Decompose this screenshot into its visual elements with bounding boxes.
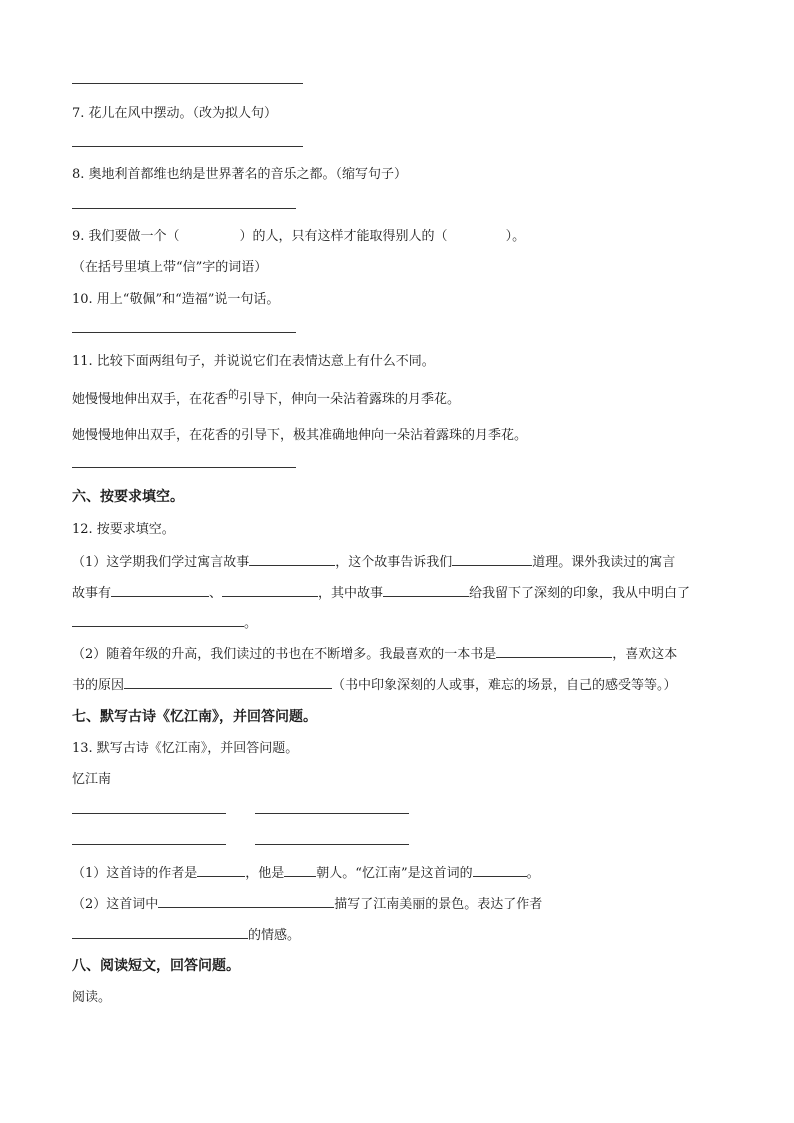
poem-line bbox=[72, 844, 226, 845]
q12-part1-line1: （1）这学期我们学过寓言故事 ，这个故事告诉我们 道理。课外我读过的寓言 bbox=[72, 551, 675, 570]
section-8-title: 八、阅读短文，回答问题。 bbox=[72, 958, 240, 974]
blank[interactable] bbox=[284, 862, 316, 877]
blank[interactable] bbox=[452, 551, 532, 566]
blank[interactable] bbox=[383, 582, 469, 597]
question-12: 12. 按要求填空。 bbox=[72, 522, 175, 537]
q9-text-2: ）的人，只有这样才能取得别人的（ bbox=[239, 229, 448, 244]
answer-line bbox=[72, 467, 296, 468]
question-9 bbox=[72, 225, 525, 244]
sentence-2: 她慢慢地伸出双手，在花香的引导下，极其准确地伸向一朵沾着露珠的月季花。 bbox=[72, 428, 528, 443]
answer-line bbox=[72, 83, 303, 84]
question-9-note: （在括号里填上带“信”字的词语） bbox=[72, 260, 268, 275]
q9-text-1: 9. 我们要做一个（ bbox=[72, 229, 180, 244]
reading-label: 阅读。 bbox=[72, 990, 112, 1005]
question-7: 7. 花儿在风中摆动。（改为拟人句） bbox=[72, 106, 278, 121]
blank[interactable] bbox=[473, 862, 527, 877]
q12-part2-line1: （2）随着年级的升高，我们读过的书也在不断增多。我最喜欢的一本书是 ，喜欢这本 bbox=[72, 643, 677, 662]
answer-line bbox=[72, 332, 296, 333]
answer-line bbox=[72, 146, 303, 147]
q12-part1-line3: 。 bbox=[72, 612, 257, 631]
superscript-de: 的 bbox=[228, 388, 240, 401]
poem-line bbox=[255, 844, 409, 845]
blank[interactable] bbox=[124, 674, 332, 689]
q13-part1: （1）这首诗的作者是 ，他是 朝人。“忆江南”是这首词的 。 bbox=[72, 862, 540, 881]
poem-title: 忆江南 bbox=[72, 772, 112, 787]
question-10: 10. 用上“敬佩”和“造福”说一句话。 bbox=[72, 292, 280, 307]
blank[interactable] bbox=[72, 612, 244, 627]
blank[interactable] bbox=[111, 582, 209, 597]
q9-text-3: ）。 bbox=[505, 229, 526, 244]
question-8: 8. 奥地利首都维也纳是世界著名的音乐之都。（缩写句子） bbox=[72, 167, 408, 182]
poem-line bbox=[255, 813, 409, 814]
section-7-title: 七、默写古诗《忆江南》，并回答问题。 bbox=[72, 709, 317, 725]
question-11: 11. 比较下面两组句子，并说说它们在表情达意上有什么不同。 bbox=[72, 354, 435, 369]
blank[interactable] bbox=[158, 893, 334, 908]
question-13: 13. 默写古诗《忆江南》，并回答问题。 bbox=[72, 741, 299, 756]
sentence-1: 她慢慢地伸出双手，在花香$^的$引导下，伸向一朵沾着露珠的月季花。 bbox=[72, 388, 461, 407]
poem-line bbox=[72, 813, 226, 814]
blank[interactable] bbox=[496, 643, 612, 658]
blank[interactable] bbox=[249, 551, 335, 566]
q13-part2-cont: 的情感。 bbox=[72, 924, 300, 943]
q13-part2: （2）这首词中 描写了江南美丽的景色。表达了作者 bbox=[72, 893, 542, 912]
blank[interactable] bbox=[222, 582, 318, 597]
blank[interactable] bbox=[72, 924, 248, 939]
section-6-title: 六、按要求填空。 bbox=[72, 489, 184, 505]
q12-part2-line2: 书的原因 （书中印象深刻的人或事，难忘的场景，自己的感受等等。） bbox=[72, 674, 677, 693]
q12-part1-line2: 故事有 、 ，其中故事 给我留下了深刻的印象，我从中明白了 bbox=[72, 582, 690, 601]
answer-line bbox=[72, 208, 296, 209]
blank[interactable] bbox=[197, 862, 245, 877]
